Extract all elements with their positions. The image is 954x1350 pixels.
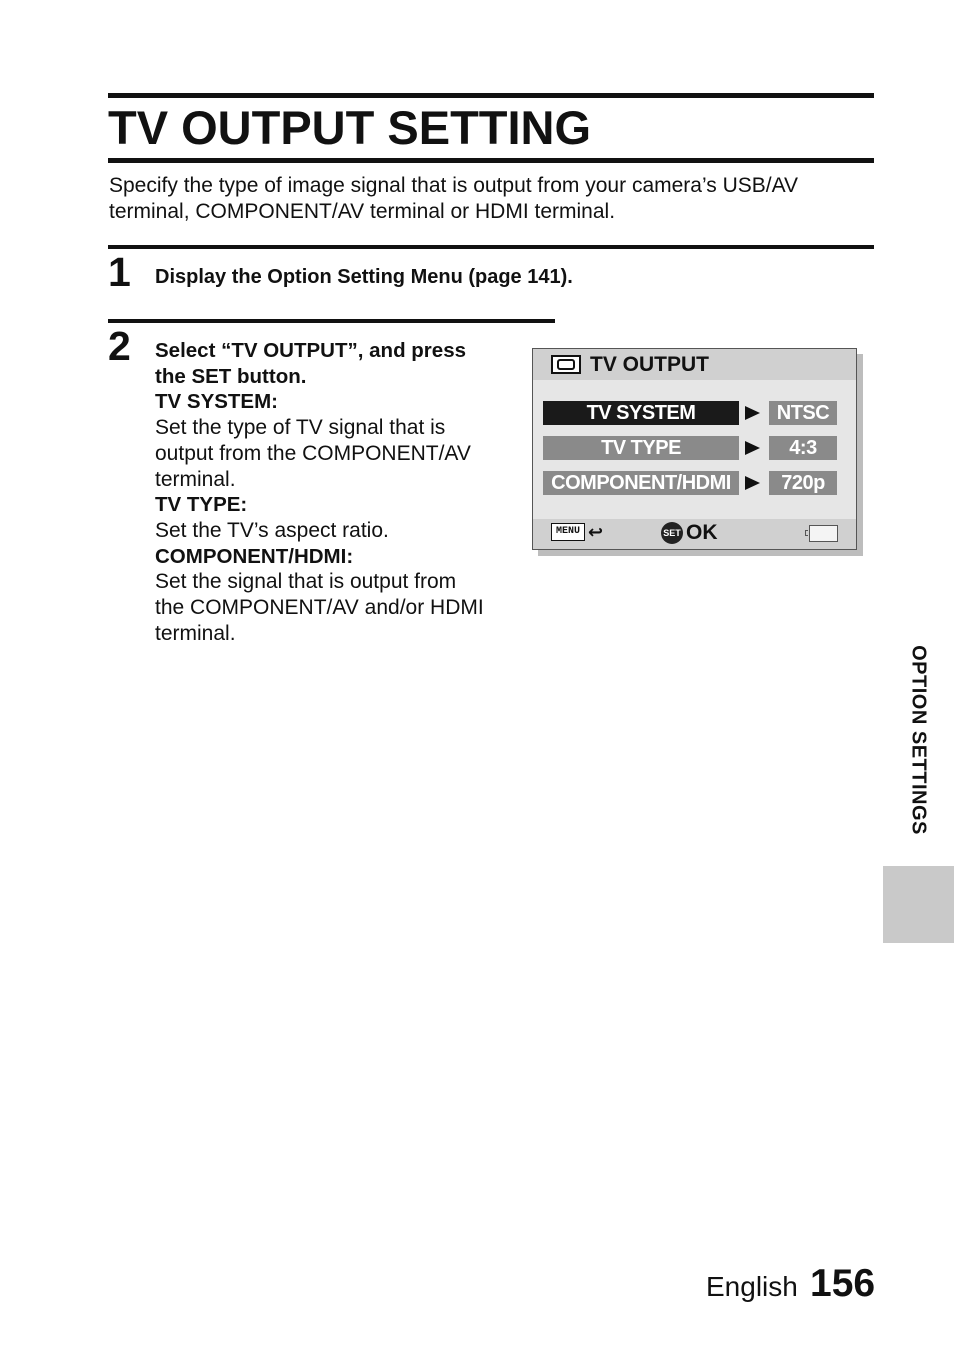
component-hdmi-heading: COMPONENT/HDMI: [155,544,354,568]
intro-text: Specify the type of image signal that is output from your camera’s USB/AV terminal, COMPONENT/AV terminal or HDMI terminal. [109,174,799,223]
page-number: 156 [810,1262,876,1305]
arrow-right-icon [745,476,760,490]
tv-system-desc-line: terminal. [155,467,236,491]
tv-system-desc-line: output from the COMPONENT/AV [155,441,471,465]
arrow-right-icon [745,441,760,455]
step2-rule [108,319,555,323]
title-top-rule [108,93,874,98]
component-hdmi-desc-line: terminal. [155,621,236,645]
ok-label: OK [686,521,718,544]
step2-number: 2 [108,323,131,369]
tv-type-desc-line: Set the TV’s aspect ratio. [155,518,389,542]
component-hdmi-desc-line: the COMPONENT/AV and/or HDMI [155,596,484,620]
set-key-icon: SET [661,522,683,544]
screen-header [533,349,856,380]
step1-number: 1 [108,249,131,295]
footer-language: English [706,1271,798,1302]
return-icon: ↩ [588,522,604,542]
menu-label: TV TYPE [543,436,739,460]
tv-type-heading: TV TYPE: [155,493,248,517]
title-bottom-rule [108,158,874,163]
step2-instruction: Select “TV OUTPUT”, and press [155,339,466,362]
tv-system-desc-line: Set the type of TV signal that is [155,416,446,440]
tv-icon [551,355,581,374]
step2-instruction-cont: the SET button. [155,364,307,388]
step1-rule [108,245,874,249]
menu-value: 4:3 [769,436,837,460]
side-tab-label: OPTION SETTINGS [907,645,930,835]
menu-key-icon: MENU [551,523,585,541]
component-hdmi-desc-line: Set the signal that is output from [155,570,457,594]
arrow-right-icon [745,406,760,420]
tv-system-heading: TV SYSTEM: [155,390,279,414]
page-title: TV OUTPUT SETTING [108,101,592,154]
step1-text: Display the Option Setting Menu (page 141). [155,266,573,288]
screen-title: TV OUTPUT [590,353,709,376]
menu-label: COMPONENT/HDMI [543,471,739,495]
menu-label: TV SYSTEM [543,401,739,425]
camera-screen [532,348,857,550]
battery-icon [809,525,838,542]
menu-value: NTSC [769,401,837,425]
screen-footer [533,519,856,549]
side-tab-marker [883,866,954,943]
step2-body [155,338,515,646]
menu-value: 720p [769,471,837,495]
